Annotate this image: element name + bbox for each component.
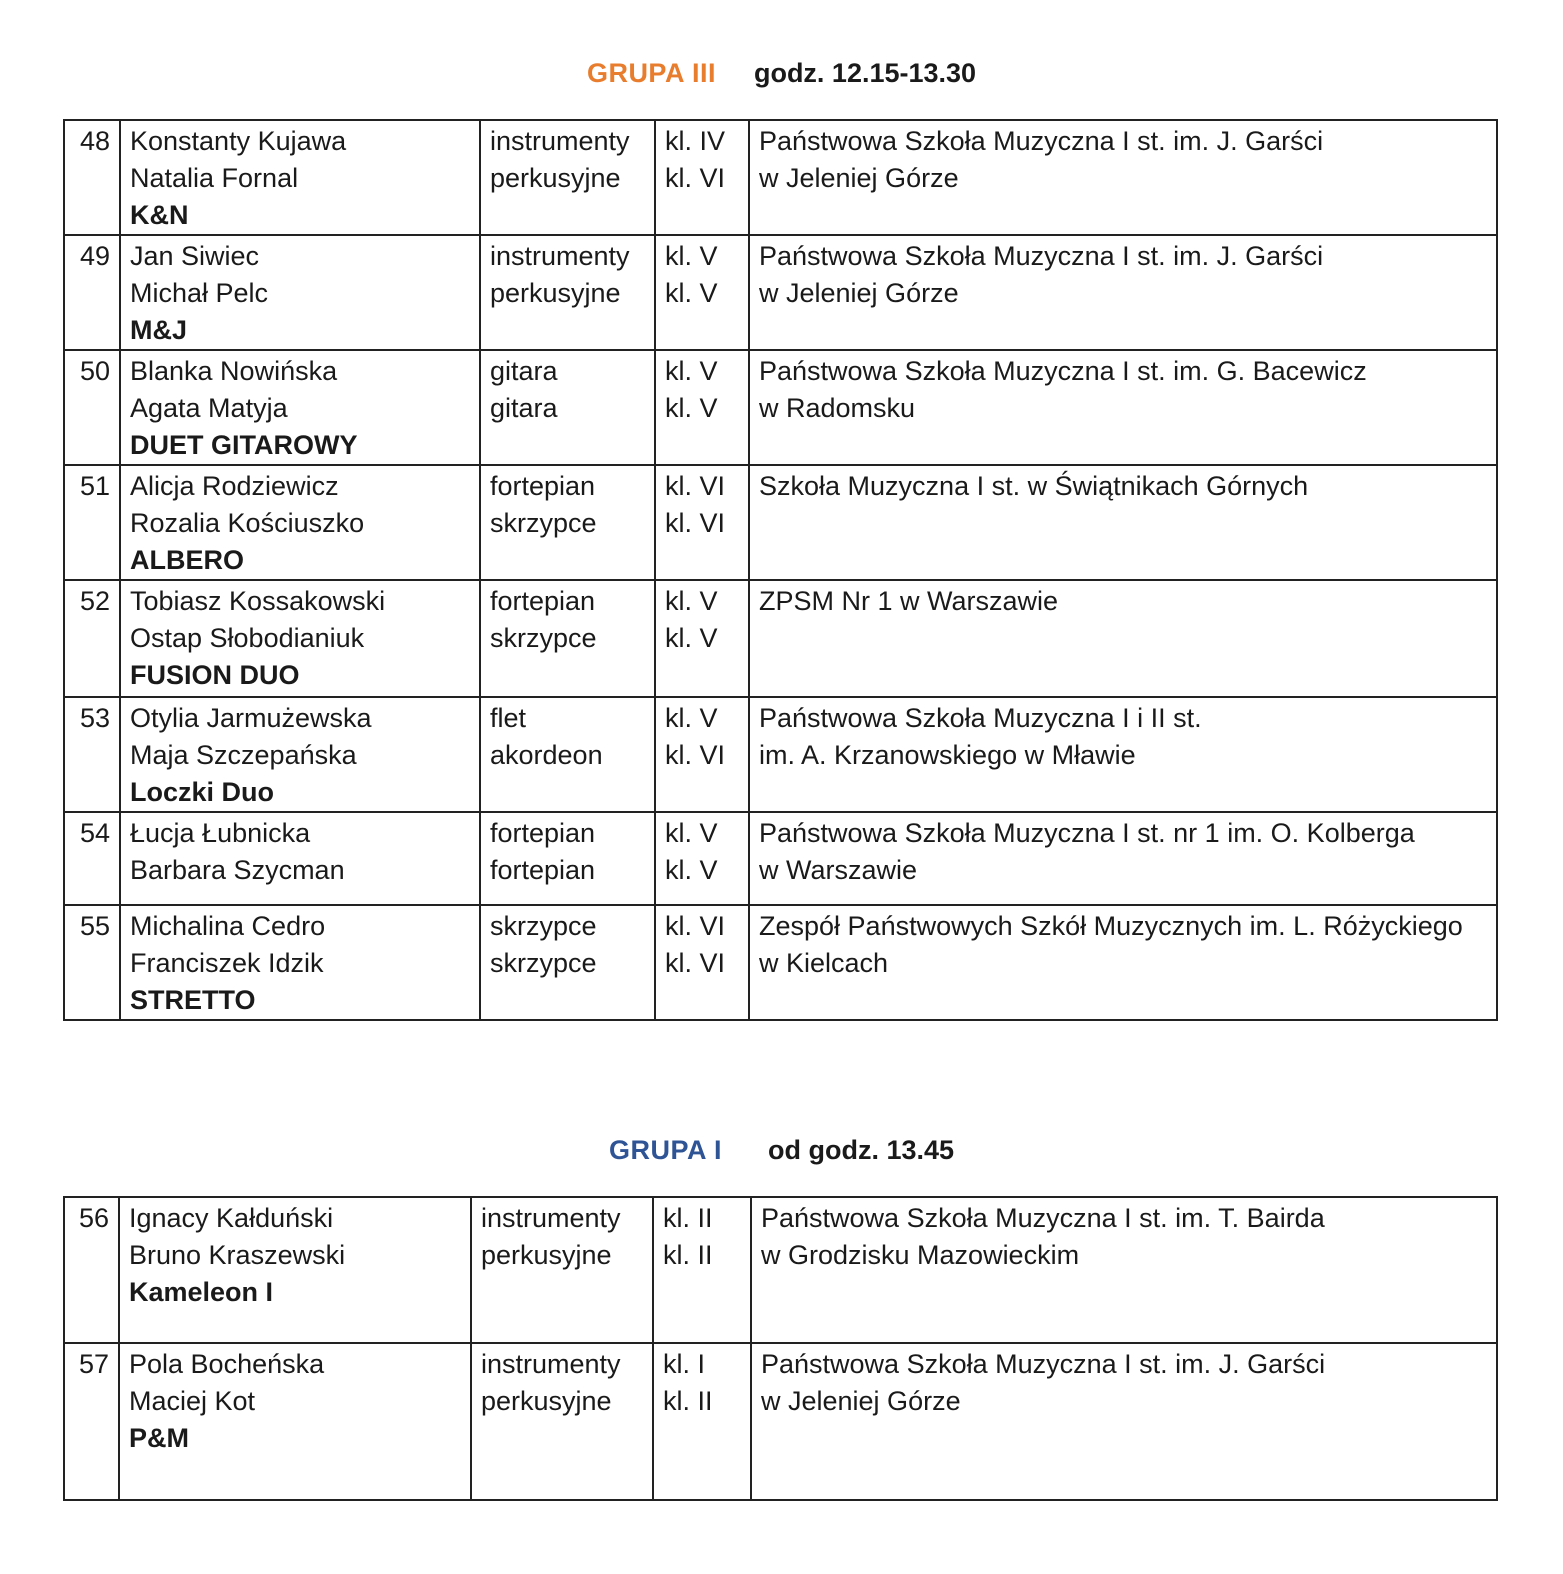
table-row <box>64 905 1497 1020</box>
class-cell <box>655 120 749 235</box>
class-level: kl. II <box>663 1203 713 1233</box>
school-line: Państwowa Szkoła Muzyczna I st. im. G. Bacewicz <box>759 356 1367 386</box>
class-level: kl. I <box>663 1349 706 1379</box>
school-cell <box>751 1343 1497 1500</box>
school-cell <box>751 1197 1497 1343</box>
instrument: fortepian <box>490 586 596 616</box>
instrument: skrzypce <box>490 508 597 538</box>
entry-number: 51 <box>64 465 120 580</box>
school-line: Szkoła Muzyczna I st. w Świątnikach Górnych <box>759 471 1309 501</box>
performer-name: Konstanty Kujawa <box>130 126 347 156</box>
school-cell <box>749 905 1497 1020</box>
instruments-cell <box>480 120 655 235</box>
instrument: instrumenty <box>490 241 630 271</box>
performer-name: Jan Siwiec <box>130 241 260 271</box>
class-cell <box>655 235 749 350</box>
instrument: akordeon <box>490 740 603 770</box>
class-level: kl. V <box>665 703 718 733</box>
class-level: kl. V <box>665 623 718 653</box>
instrument: perkusyjne <box>490 278 621 308</box>
performer-name: Natalia Fornal <box>130 163 299 193</box>
instruments-cell <box>480 697 655 812</box>
performer-name: Bruno Kraszewski <box>129 1240 346 1270</box>
class-cell <box>655 465 749 580</box>
school-line: Państwowa Szkoła Muzyczna I st. im. T. Bairda <box>761 1203 1325 1233</box>
performers-cell <box>120 120 480 235</box>
performer-name: Alicja Rodziewicz <box>130 471 339 501</box>
performer-name: Ignacy Kałduński <box>129 1203 334 1233</box>
school-line: Państwowa Szkoła Muzyczna I st. nr 1 im. O. Kolberga <box>759 818 1415 848</box>
class-level: kl. V <box>665 278 718 308</box>
class-level: kl. VI <box>665 948 726 978</box>
instrument: fortepian <box>490 471 596 501</box>
schedule-table <box>63 119 1498 1021</box>
performer-name: Maciej Kot <box>129 1386 256 1416</box>
table-row <box>64 697 1497 812</box>
school-line: Państwowa Szkoła Muzyczna I st. im. J. Garści <box>759 241 1324 271</box>
class-level: kl. V <box>665 586 718 616</box>
performer-name: Michał Pelc <box>130 278 269 308</box>
instruments-cell <box>471 1343 653 1500</box>
class-level: kl. V <box>665 393 718 423</box>
class-level: kl. VI <box>665 508 726 538</box>
table-row <box>64 812 1497 905</box>
entry-number: 56 <box>64 1197 119 1343</box>
performer-name: Michalina Cedro <box>130 911 326 941</box>
class-level: kl. VI <box>665 740 726 770</box>
ensemble-name: FUSION DUO <box>130 660 300 690</box>
instrument: instrumenty <box>481 1203 621 1233</box>
school-line: w Radomsku <box>759 393 916 423</box>
performer-name: Łucja Łubnicka <box>130 818 311 848</box>
performer-name: Agata Matyja <box>130 393 288 423</box>
performer-name: Pola Bocheńska <box>129 1349 325 1379</box>
instrument: skrzypce <box>490 948 597 978</box>
ensemble-name: ALBERO <box>130 545 244 575</box>
table-row <box>64 120 1497 235</box>
entry-number: 52 <box>64 580 120 697</box>
class-level: kl. VI <box>665 911 726 941</box>
table-row <box>64 465 1497 580</box>
entry-number: 53 <box>64 697 120 812</box>
class-cell <box>655 350 749 465</box>
group-heading <box>0 58 1563 89</box>
instrument: skrzypce <box>490 623 597 653</box>
ensemble-name: Loczki Duo <box>130 777 275 807</box>
school-line: ZPSM Nr 1 w Warszawie <box>759 586 1059 616</box>
school-line: w Grodzisku Mazowieckim <box>761 1240 1080 1270</box>
school-cell <box>749 235 1497 350</box>
ensemble-name: DUET GITAROWY <box>130 430 358 460</box>
group-time: godz. 12.15-13.30 <box>753 58 977 88</box>
school-line: w Warszawie <box>759 855 918 885</box>
table-row <box>64 235 1497 350</box>
table-row <box>64 580 1497 697</box>
performer-name: Tobiasz Kossakowski <box>130 586 386 616</box>
performers-cell <box>120 697 480 812</box>
instrument: skrzypce <box>490 911 597 941</box>
instrument: flet <box>490 703 527 733</box>
table-row <box>64 1343 1497 1500</box>
instrument: instrumenty <box>490 126 630 156</box>
performers-cell <box>120 812 480 905</box>
instruments-cell <box>480 812 655 905</box>
performer-name: Franciszek Idzik <box>130 948 324 978</box>
school-line: w Jeleniej Górze <box>761 1386 961 1416</box>
entry-number: 48 <box>64 120 120 235</box>
class-level: kl. II <box>663 1240 713 1270</box>
ensemble-name: STRETTO <box>130 985 256 1015</box>
performer-name: Ostap Słobodianiuk <box>130 623 365 653</box>
school-cell <box>749 120 1497 235</box>
ensemble-name: P&M <box>129 1423 189 1453</box>
instruments-cell <box>471 1197 653 1343</box>
class-cell <box>653 1343 751 1500</box>
instruments-cell <box>480 465 655 580</box>
school-line: w Jeleniej Górze <box>759 278 959 308</box>
instruments-cell <box>480 235 655 350</box>
class-level: kl. VI <box>665 163 726 193</box>
entry-number: 55 <box>64 905 120 1020</box>
ensemble-name: Kameleon I <box>129 1277 274 1307</box>
class-cell <box>655 697 749 812</box>
performer-name: Blanka Nowińska <box>130 356 338 386</box>
school-cell <box>749 697 1497 812</box>
performers-cell <box>120 580 480 697</box>
group-name: GRUPA I <box>608 1135 722 1165</box>
class-cell <box>655 580 749 697</box>
instrument: gitara <box>490 356 558 386</box>
class-cell <box>653 1197 751 1343</box>
performer-name: Otylia Jarmużewska <box>130 703 372 733</box>
instrument: instrumenty <box>481 1349 621 1379</box>
instruments-cell <box>480 905 655 1020</box>
class-level: kl. V <box>665 818 718 848</box>
performers-cell <box>120 905 480 1020</box>
schedule-table <box>63 1196 1498 1501</box>
entry-number: 50 <box>64 350 120 465</box>
table-row <box>64 1197 1497 1343</box>
entry-number: 49 <box>64 235 120 350</box>
class-level: kl. VI <box>665 471 726 501</box>
school-line: w Jeleniej Górze <box>759 163 959 193</box>
instrument: perkusyjne <box>481 1240 612 1270</box>
school-line: im. A. Krzanowskiego w Mławie <box>759 740 1136 770</box>
school-line: Państwowa Szkoła Muzyczna I st. im. J. Garści <box>759 126 1324 156</box>
ensemble-name: K&N <box>130 200 189 230</box>
entry-number: 54 <box>64 812 120 905</box>
class-level: kl. V <box>665 356 718 386</box>
instrument: fortepian <box>490 818 596 848</box>
performers-cell <box>120 235 480 350</box>
school-line: w Kielcach <box>759 948 889 978</box>
group-heading <box>0 1135 1563 1166</box>
school-line: Państwowa Szkoła Muzyczna I st. im. J. Garści <box>761 1349 1326 1379</box>
table-row <box>64 350 1497 465</box>
instrument: perkusyjne <box>490 163 621 193</box>
instruments-cell <box>480 580 655 697</box>
class-cell <box>655 905 749 1020</box>
performers-cell <box>119 1343 471 1500</box>
school-cell <box>749 350 1497 465</box>
performers-cell <box>120 350 480 465</box>
class-level: kl. V <box>665 855 718 885</box>
class-cell <box>655 812 749 905</box>
performer-name: Rozalia Kościuszko <box>130 508 365 538</box>
performer-name: Barbara Szycman <box>130 855 345 885</box>
school-line: Państwowa Szkoła Muzyczna I i II st. <box>759 703 1202 733</box>
school-cell <box>749 580 1497 697</box>
instruments-cell <box>480 350 655 465</box>
class-level: kl. II <box>663 1386 713 1416</box>
ensemble-name: M&J <box>130 315 188 345</box>
group-name: GRUPA III <box>586 58 716 88</box>
performers-cell <box>119 1197 471 1343</box>
class-level: kl. V <box>665 241 718 271</box>
entry-number: 57 <box>64 1343 119 1500</box>
instrument: gitara <box>490 393 558 423</box>
instrument: fortepian <box>490 855 596 885</box>
performers-cell <box>120 465 480 580</box>
instrument: perkusyjne <box>481 1386 612 1416</box>
class-level: kl. IV <box>665 126 726 156</box>
group-time: od godz. 13.45 <box>767 1135 955 1165</box>
school-line: Zespół Państwowych Szkół Muzycznych im. L. Różyckiego <box>759 911 1463 941</box>
school-cell <box>749 812 1497 905</box>
performer-name: Maja Szczepańska <box>130 740 357 770</box>
school-cell <box>749 465 1497 580</box>
